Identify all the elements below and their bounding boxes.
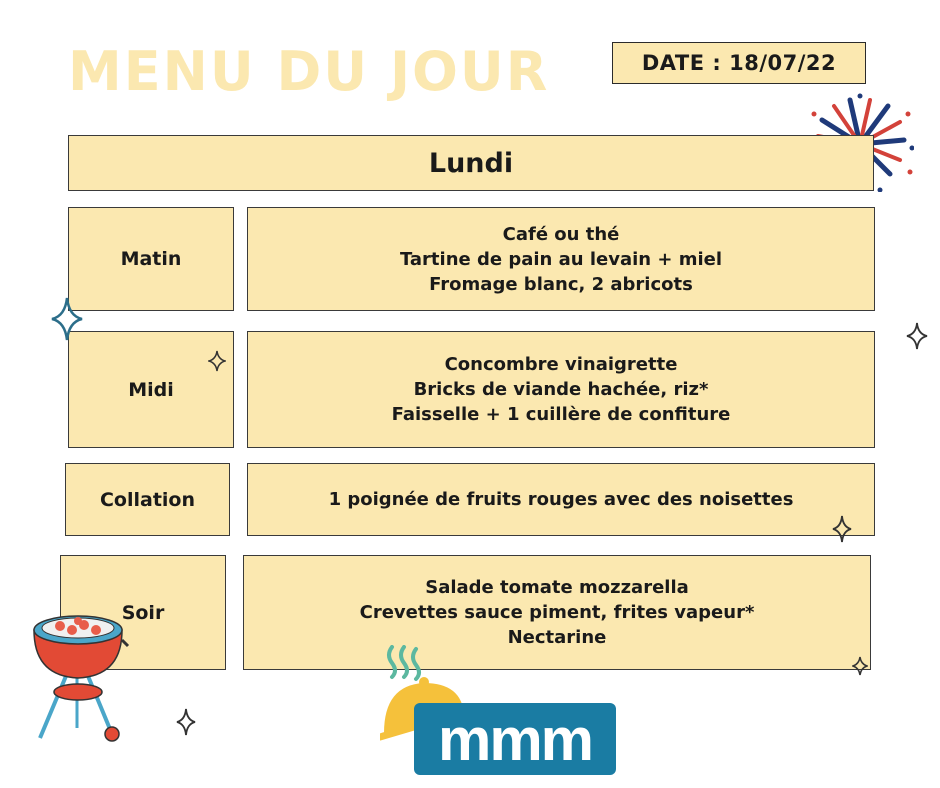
meal-items-matin (247, 207, 875, 311)
menu-item: Faisselle + 1 cuillère de confiture (391, 404, 731, 425)
sparkle-icon (832, 515, 852, 543)
page-title: MENU DU JOUR (68, 40, 550, 103)
menu-item: Bricks de viande hachée, riz* (413, 379, 709, 400)
sparkle-icon (208, 350, 226, 372)
menu-item: Crevettes sauce piment, frites vapeur* (359, 602, 755, 623)
meal-label-soir: Soir (60, 555, 226, 670)
menu-item: Café ou thé (502, 223, 620, 245)
logo-text: mmm (414, 703, 616, 775)
sparkle-icon (906, 322, 928, 350)
menu-item: Tartine de pain au levain + miel (399, 248, 723, 270)
menu-item: Salade tomate mozzarella (425, 577, 689, 598)
menu-item: 1 poignée de fruits rouges avec des noisettes (328, 489, 794, 510)
barbecue-grill-icon (26, 606, 130, 746)
meal-label-midi: Midi (68, 331, 234, 448)
sparkle-icon (176, 708, 196, 736)
meal-label-matin: Matin (68, 207, 234, 311)
menu-item: Concombre vinaigrette (444, 354, 678, 375)
sparkle-icon (852, 656, 868, 676)
logo (380, 645, 618, 775)
sparkle-icon (50, 296, 84, 342)
date-label: DATE : 18/07/22 (612, 42, 866, 84)
menu-item: Fromage blanc, 2 abricots (429, 273, 693, 295)
meal-items-midi (247, 331, 875, 448)
meal-items-collation (247, 463, 875, 536)
meal-label-collation: Collation (65, 463, 230, 536)
day-header: Lundi (68, 135, 874, 191)
menu-item: Nectarine (507, 627, 607, 648)
